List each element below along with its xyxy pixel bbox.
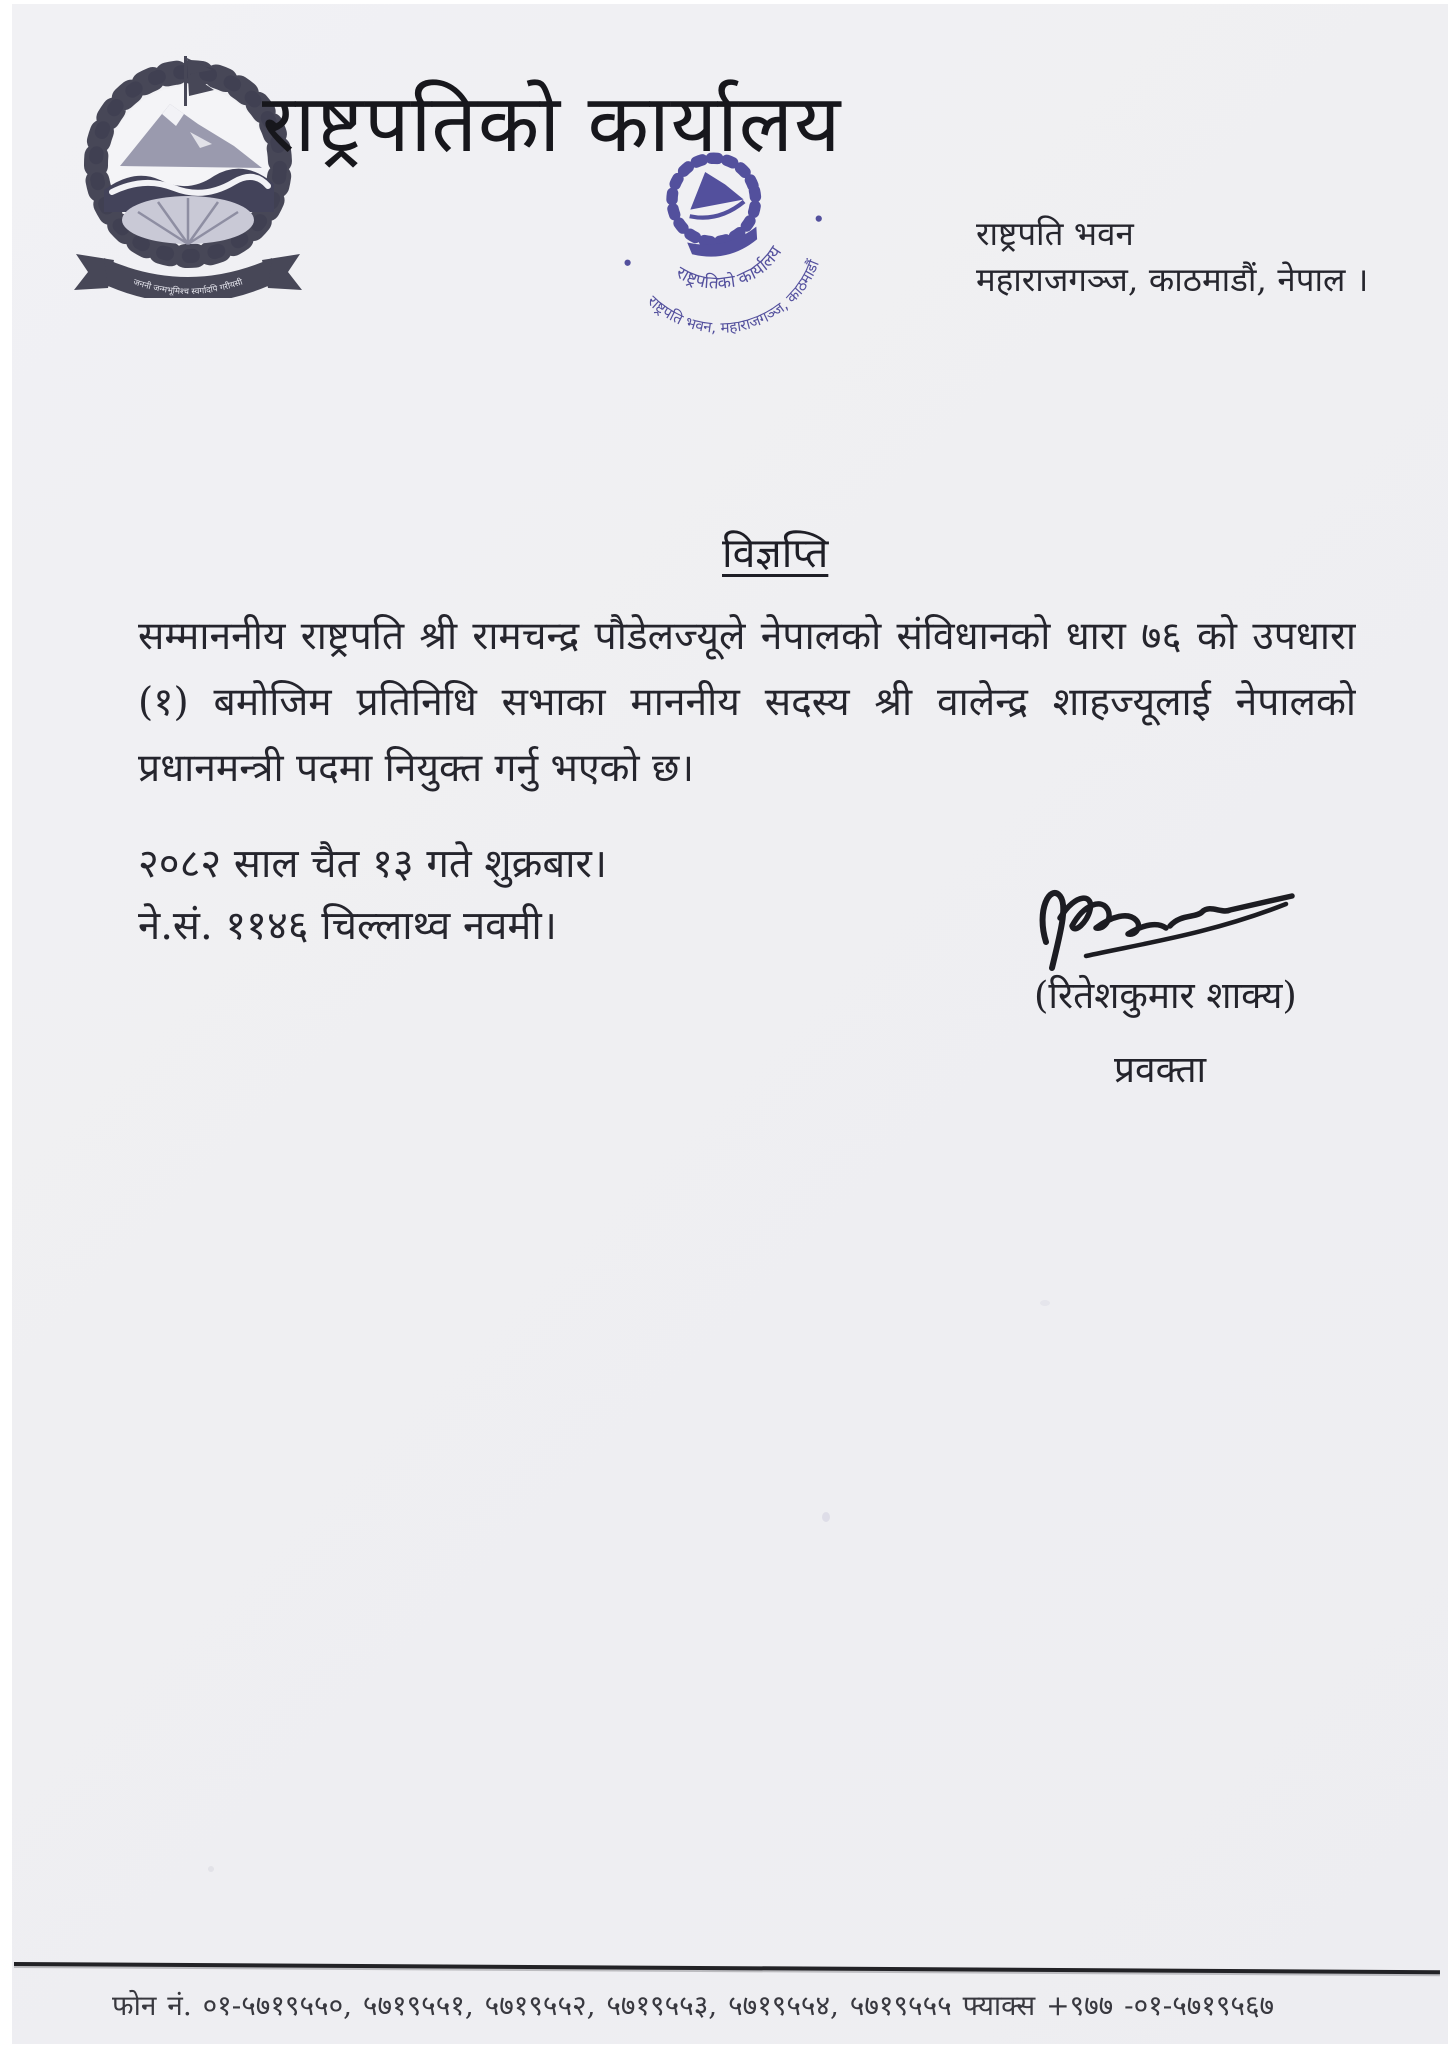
signatory-title: प्रवक्ता xyxy=(1114,1048,1207,1091)
stamp-inner-text: राष्ट्रपतिको कार्यालय xyxy=(672,242,787,294)
body-line-3: प्रधानमन्त्री पदमा नियुक्त गर्नु भएको छ। xyxy=(138,746,695,791)
footer-phone-fax: फोन नं. ०१-५७१९५५०, ५७१९५५१, ५७१९५५२, ५७१९५५३, ५७१९५५४, ५७१९५५५ फ्याक्स +९७७ -०१-५७१९५६७ xyxy=(112,1989,1275,2022)
scan-speck xyxy=(208,1866,214,1872)
scan-speck xyxy=(822,1512,830,1522)
office-round-stamp xyxy=(586,126,858,366)
office-title: राष्ट्रपतिको कार्यालय xyxy=(262,77,842,170)
address-line-1: राष्ट्रपति भवन xyxy=(976,214,1134,253)
svg-text:राष्ट्रपति भवन, महाराजगञ्ज, का xyxy=(641,253,834,355)
signatory-name: (रितेशकुमार शाक्य) xyxy=(1034,974,1297,1017)
date-line-ns: ने.सं. ११४६ चिल्लाथ्व नवमी। xyxy=(138,903,557,949)
scan-speck xyxy=(1040,1300,1050,1306)
body-line-1: सम्माननीय राष्ट्रपति श्री रामचन्द्र पौडेलज्यूले नेपालको संविधानको धारा ७६ को उपधारा xyxy=(138,614,1356,659)
emblem-motto-text: जननी जन्मभूमिश्च स्वर्गादपि गरीयसी xyxy=(131,277,245,298)
address-line-2: महाराजगञ्ज, काठमाडौं, नेपाल । xyxy=(976,260,1369,299)
document-heading: विज्ञप्ति xyxy=(722,529,829,577)
date-line-bs: २०८२ साल चैत १३ गते शुक्रबार। xyxy=(138,841,608,887)
body-line-2: (१) बमोजिम प्रतिनिधि सभाका माननीय सदस्य श्री वालेन्द्र शाहज्यूलाई नेपालको xyxy=(138,680,1356,725)
stamp-outer-text: राष्ट्रपति भवन, महाराजगञ्ज, काठमाडौं xyxy=(643,257,823,337)
